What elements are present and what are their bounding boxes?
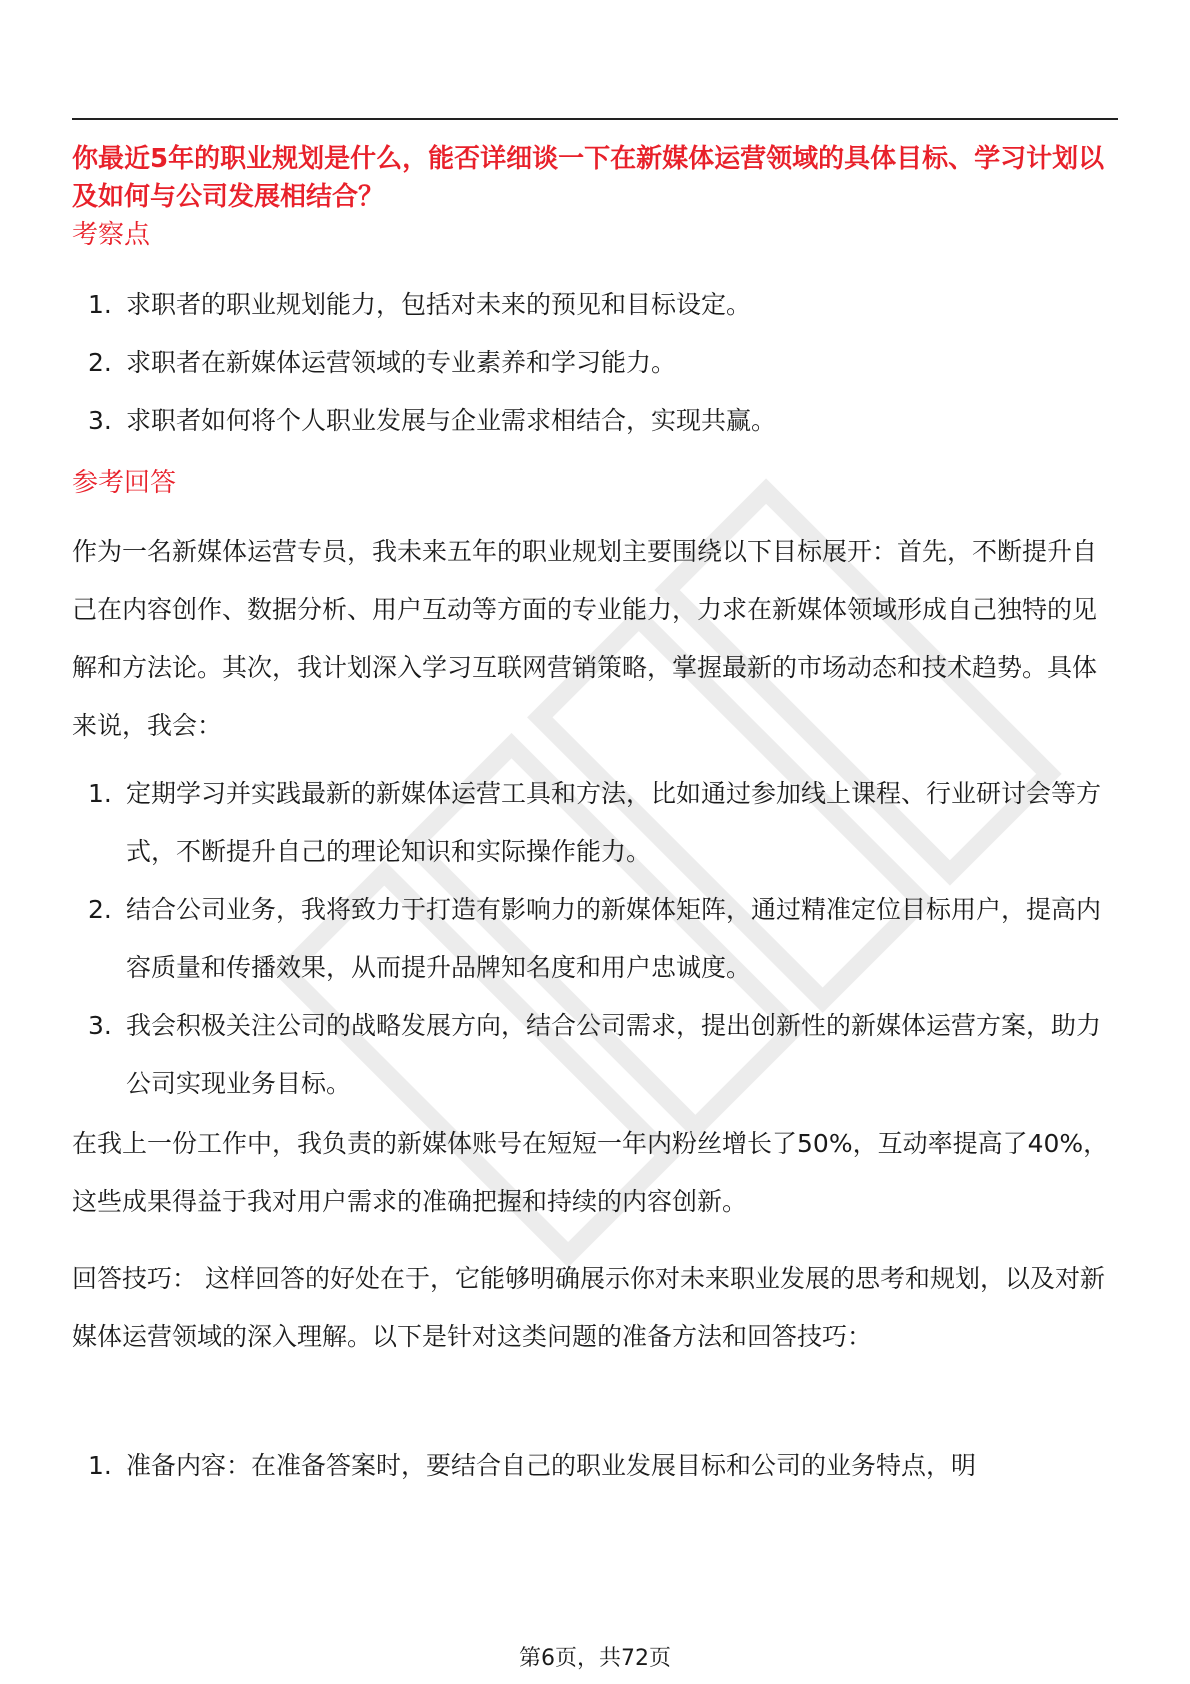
question-title: 你最近5年的职业规划是什么，能否详细谈一下在新媒体运营领域的具体目标、学习计划以及如何与公司发展相结合？	[72, 144, 1105, 212]
answer-result: 在我上一份工作中，我负责的新媒体账号在短短一年内粉丝增长了50%，互动率提高了40%，这些成果得益于我对用户需求的准确把握和持续的内容创新。	[72, 1129, 1109, 1216]
answer-intro: 作为一名新媒体运营专员，我未来五年的职业规划主要围绕以下目标展开：首先，不断提升自己在内容创作、数据分析、用户互动等方面的专业能力，力求在新媒体领域形成自己独特的见解和方法论。其次，我计划深入学习互联网营销策略，掌握最新的市场动态和技术趋势。具体来说，我会：	[72, 537, 1098, 740]
page-footer: 第6页，共72页	[519, 1646, 671, 1671]
answer-tips: 回答技巧： 这样回答的好处在于，它能够明确展示你对未来职业发展的思考和规划，以及对新媒体运营领域的深入理解。以下是针对这类问题的准备方法和回答技巧：	[72, 1264, 1105, 1351]
list-item: 3. 求职者如何将个人职业发展与企业需求相结合，实现共赢。	[88, 406, 777, 435]
tips-list	[72, 1437, 1118, 1495]
list-item: 1. 定期学习并实践最新的新媒体运营工具和方法，比如通过参加线上课程、行业研讨会等方式，不断提升自己的理论知识和实际操作能力。	[88, 779, 1102, 866]
list-item: 2. 结合公司业务，我将致力于打造有影响力的新媒体矩阵，通过精准定位目标用户，提高内容质量和传播效果，从而提升品牌知名度和用户忠诚度。	[88, 895, 1102, 982]
header-rule	[72, 118, 1118, 120]
list-item: 3. 我会积极关注公司的战略发展方向，结合公司需求，提出创新性的新媒体运营方案，助力公司实现业务目标。	[88, 1011, 1102, 1098]
section-heading-examination: 考察点	[72, 220, 151, 250]
answer-list	[72, 765, 1118, 1113]
section-heading-reference-answer: 参考回答	[72, 468, 177, 498]
list-item: 2. 求职者在新媒体运营领域的专业素养和学习能力。	[88, 348, 677, 377]
list-item: 1. 求职者的职业规划能力，包括对未来的预见和目标设定。	[88, 290, 752, 319]
list-item: 1. 准备内容：在准备答案时，要结合自己的职业发展目标和公司的业务特点，明	[88, 1451, 977, 1480]
examination-list	[72, 276, 1118, 450]
